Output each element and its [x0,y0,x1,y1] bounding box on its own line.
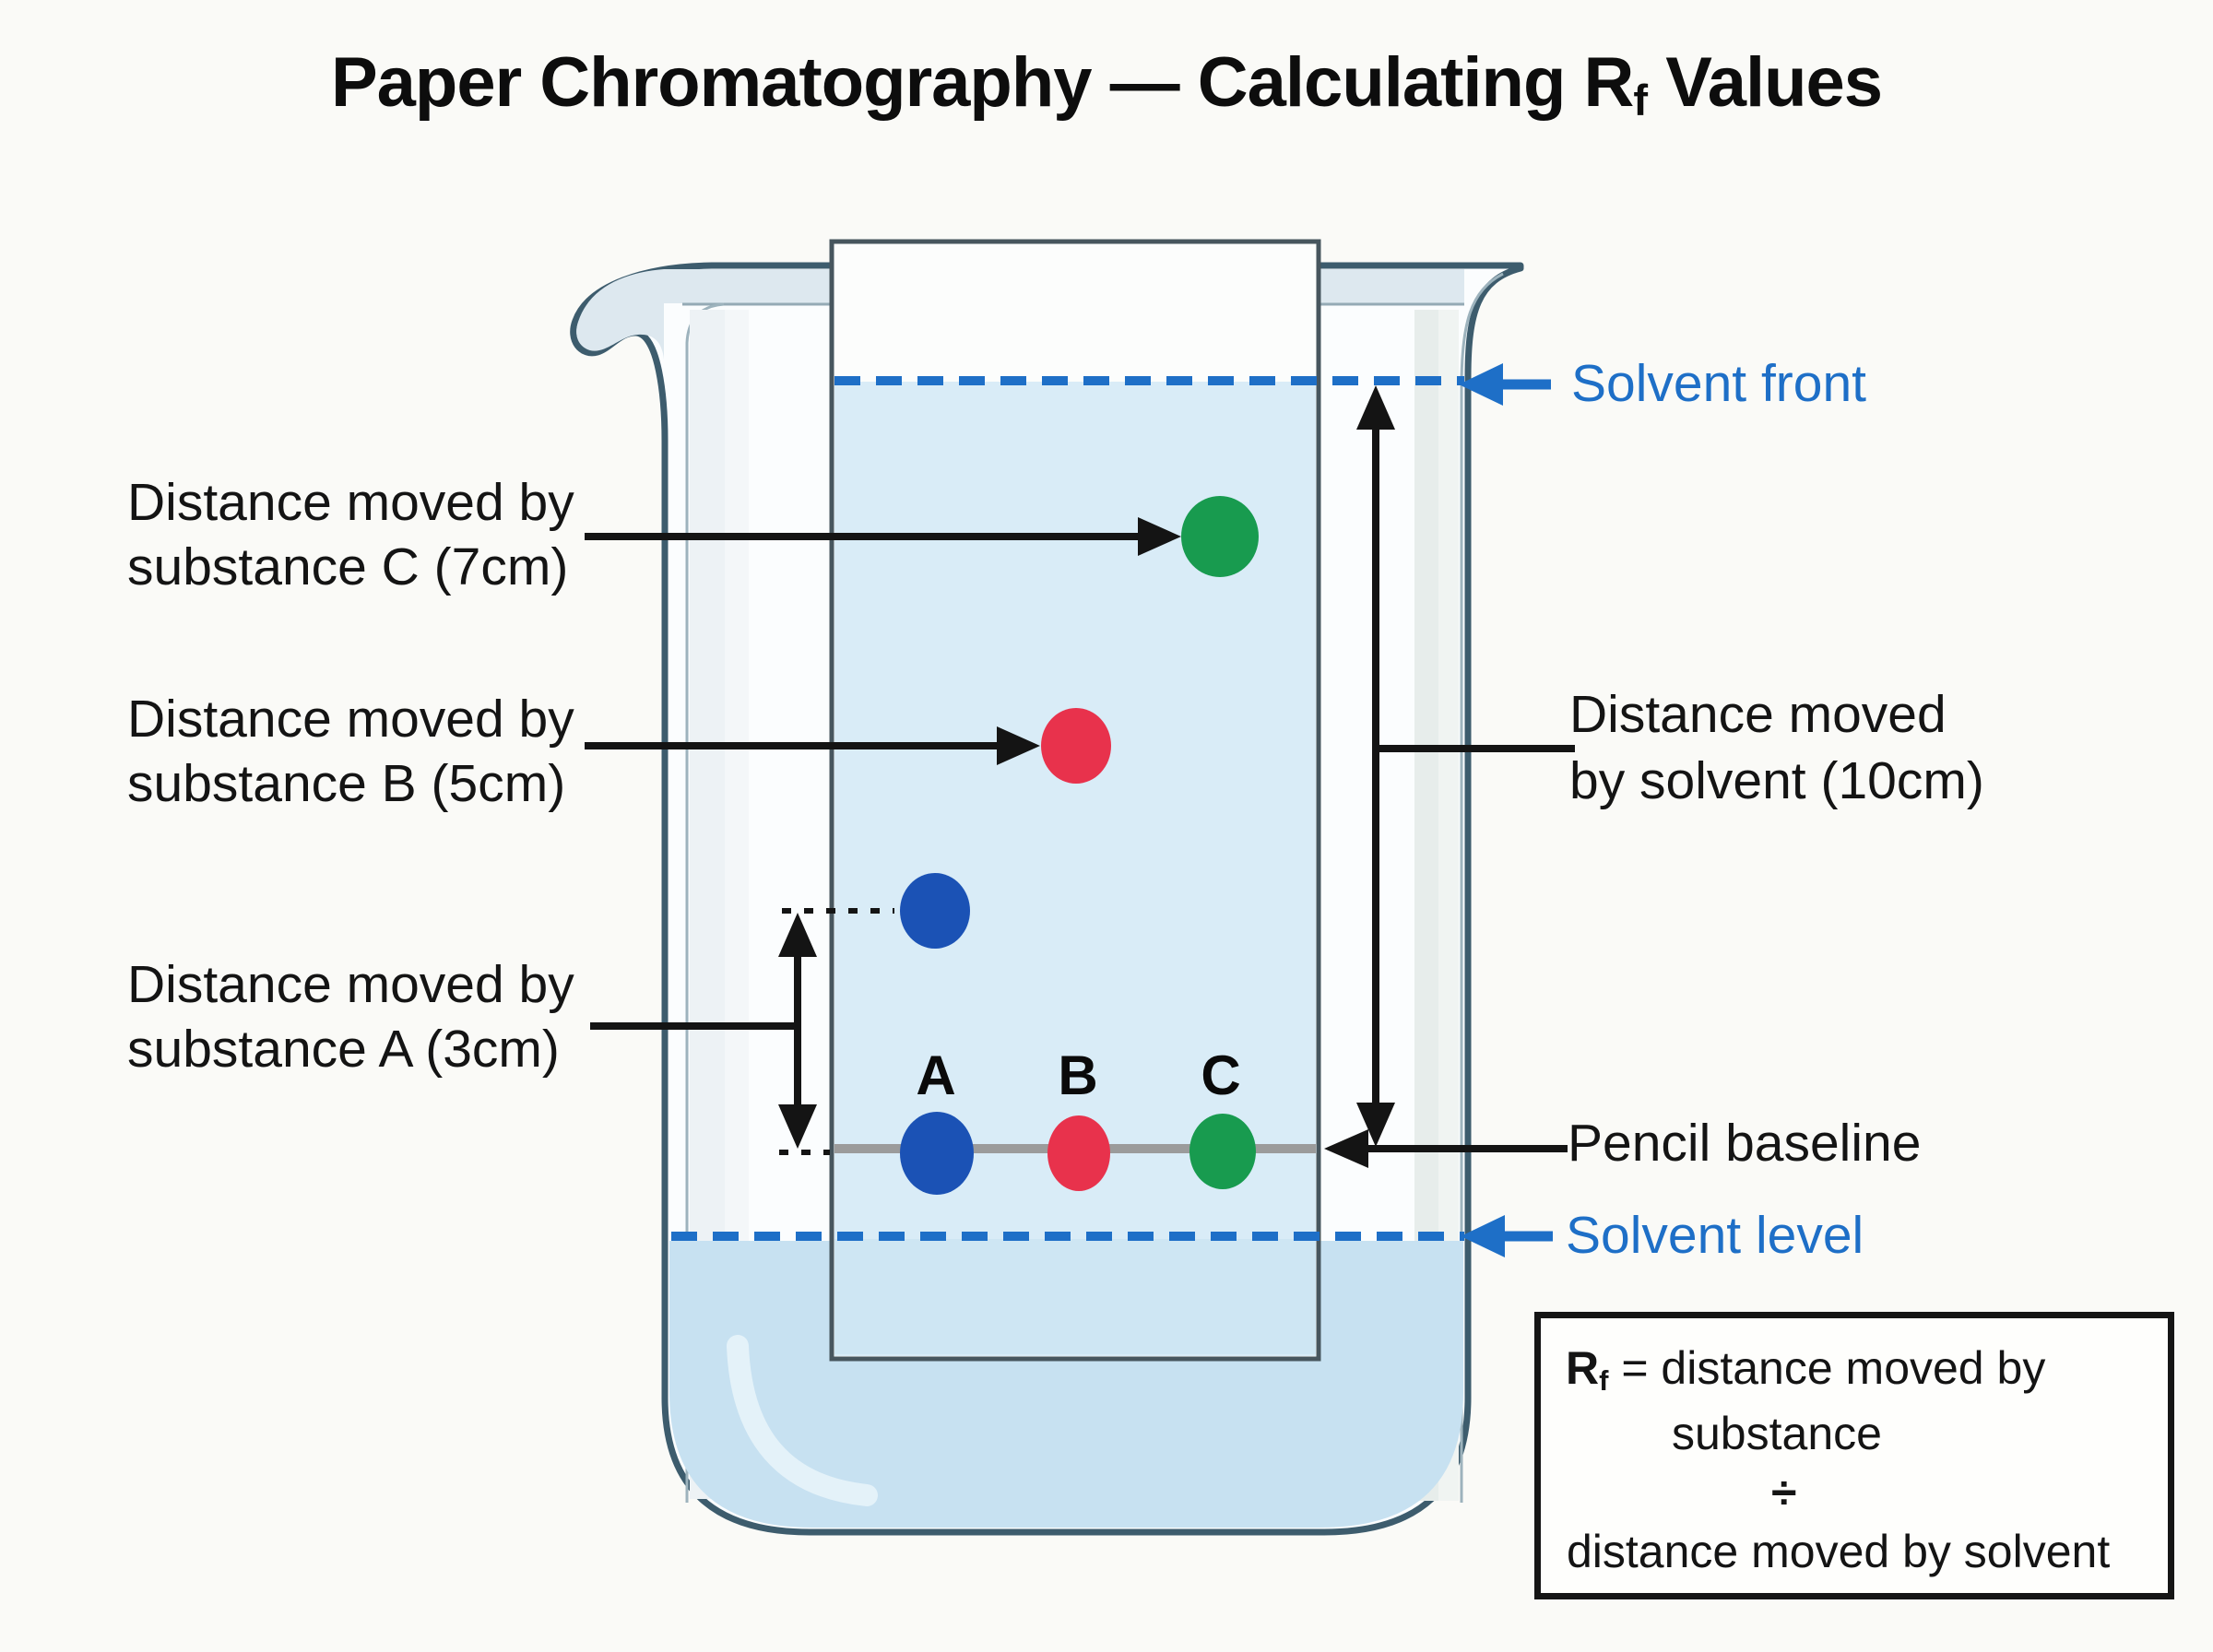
page-title [0,42,2213,123]
label-substance-b [127,687,574,816]
label-substance-b-line1: Distance moved by [127,690,574,749]
label-solvent-distance [1569,681,1984,814]
rf-symbol: R [1566,1342,1600,1394]
solvent-front-arrow [1459,363,1551,406]
label-solvent-front: Solvent front [1571,354,1867,413]
label-substance-c-line1: Distance moved by [127,473,574,532]
label-solvent-level: Solvent level [1566,1206,1864,1265]
label-substance-c [127,470,574,599]
paper-submerged-region [834,1239,1316,1354]
formula-line2: substance [1672,1408,1882,1459]
spot-letter-a: A [916,1044,956,1106]
label-substance-a [127,952,574,1081]
spot-letter-b: B [1058,1044,1098,1106]
label-solvent-distance-line1: Distance moved [1569,685,1947,744]
formula-line1 [1541,1339,2168,1404]
rf-formula-box [1534,1312,2174,1599]
label-substance-c-line2: substance C (7cm) [127,537,569,596]
label-substance-b-line2: substance B (5cm) [127,754,566,813]
label-substance-a-line1: Distance moved by [127,955,574,1014]
label-solvent-distance-line2: by solvent (10cm) [1569,751,1984,810]
spot-c-origin [1189,1114,1256,1189]
formula-line3: distance moved by solvent [1567,1526,2111,1577]
spot-c-moved [1181,496,1259,577]
spot-a-moved [900,873,970,949]
formula-line1-text: = distance moved by [1608,1342,2046,1394]
spot-letter-c: C [1201,1044,1241,1106]
title-text: Paper Chromatography — Calculating R [330,43,1634,122]
solvent-level-arrow [1461,1215,1553,1257]
spot-b-origin [1047,1115,1110,1191]
rf-symbol-subscript: f [1599,1363,1609,1397]
spot-b-moved [1041,708,1111,784]
title-subscript: f [1633,76,1648,125]
spot-a-origin [900,1112,974,1195]
formula-divide-sign: ÷ [1771,1467,1797,1518]
title-suffix: Values [1647,43,1883,122]
label-substance-a-line2: substance A (3cm) [127,1020,560,1079]
label-pencil-baseline: Pencil baseline [1568,1114,1922,1173]
